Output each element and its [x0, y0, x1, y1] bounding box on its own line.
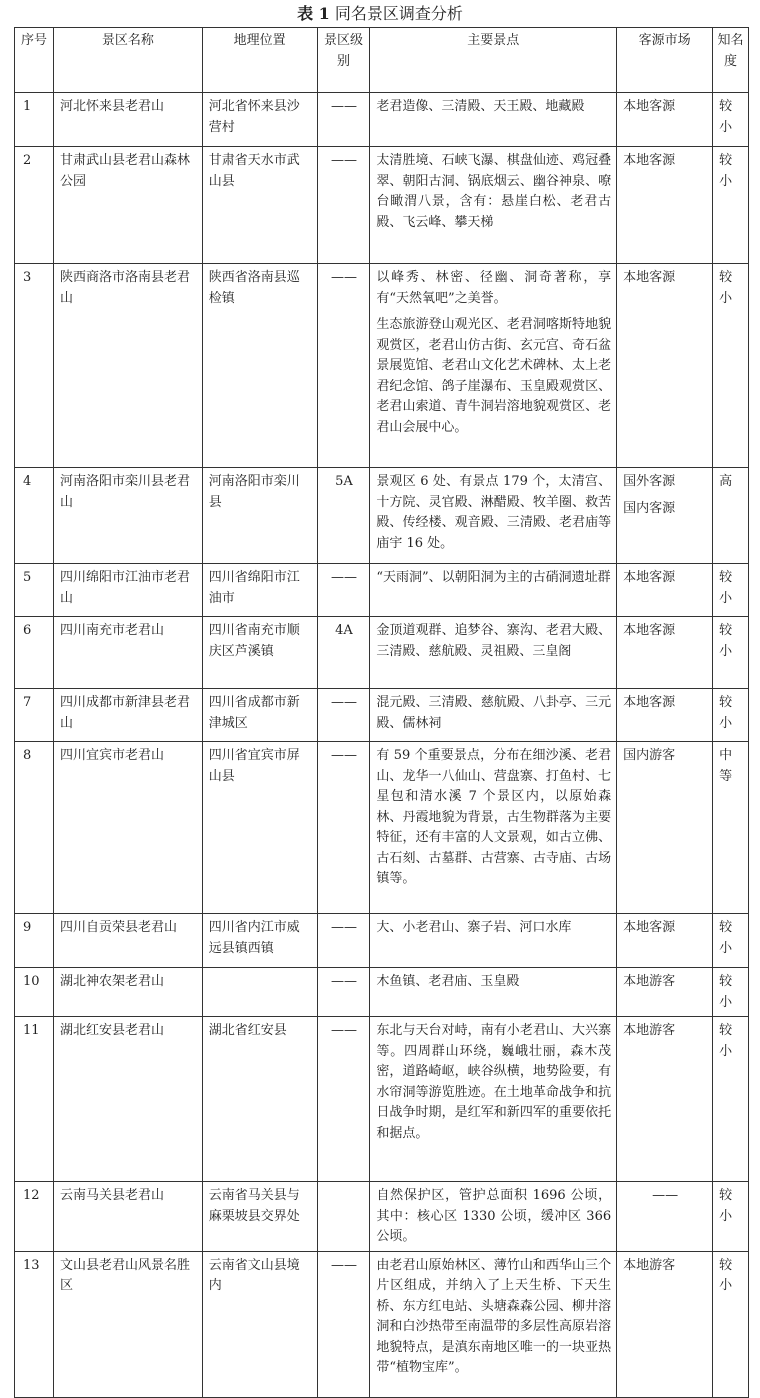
- market-entry: 本地客源: [623, 623, 676, 638]
- cell-fame: 较小: [713, 617, 749, 689]
- cell-location: 四川省成都市新津城区: [202, 689, 317, 742]
- cell-no: 2: [15, 147, 54, 264]
- table-header-row: [15, 28, 749, 93]
- cell-spots: [370, 264, 617, 468]
- market-entry: 本地客源: [623, 99, 676, 114]
- table-row: [15, 1182, 749, 1252]
- cell-location: 陕西省洛南县巡检镇: [202, 264, 317, 468]
- cell-fame: 较小: [713, 93, 749, 147]
- header-name: 景区名称: [54, 28, 203, 93]
- cell-spots: [370, 968, 617, 1017]
- cell-level: 4A: [317, 617, 370, 689]
- header-no: 序号: [15, 28, 54, 93]
- spots-paragraph: 金顶道观群、追梦谷、寨沟、老君大殿、三清殿、慈航殿、灵祖殿、三皇阁: [376, 623, 612, 659]
- cell-market: [617, 147, 713, 264]
- cell-level: ——: [317, 968, 370, 1017]
- cell-name: 四川成都市新津县老君山: [54, 689, 203, 742]
- cell-level: ——: [317, 689, 370, 742]
- cell-location: 云南省马关县与麻栗坡县交界处: [202, 1182, 317, 1252]
- cell-level: 5A: [317, 468, 370, 564]
- spots-paragraph: 木鱼镇、老君庙、玉皇殿: [376, 974, 520, 989]
- market-entry: 本地游客: [623, 1023, 676, 1038]
- scenic-area-table: [14, 27, 749, 1398]
- cell-name: 云南马关县老君山: [54, 1182, 203, 1252]
- cell-no: 11: [15, 1017, 54, 1182]
- market-entry: 本地客源: [623, 270, 676, 285]
- cell-name: 陕西商洛市洛南县老君山: [54, 264, 203, 468]
- cell-level: [317, 1182, 370, 1252]
- cell-spots: [370, 147, 617, 264]
- cell-spots: [370, 617, 617, 689]
- cell-spots: [370, 1251, 617, 1397]
- cell-level: ——: [317, 147, 370, 264]
- cell-spots: [370, 564, 617, 617]
- cell-name: 四川自贡荣县老君山: [54, 914, 203, 968]
- spots-paragraph: 老君造像、三清殿、天王殿、地藏殿: [376, 99, 585, 114]
- header-fame: 知名度: [713, 28, 749, 93]
- cell-fame: 较小: [713, 564, 749, 617]
- cell-location: 四川省内江市威远县镇西镇: [202, 914, 317, 968]
- cell-spots: [370, 1182, 617, 1252]
- cell-location: 湖北省红安县: [202, 1017, 317, 1182]
- cell-market: [617, 617, 713, 689]
- table-body: [15, 93, 749, 1398]
- market-entry: 本地客源: [623, 153, 676, 168]
- cell-fame: 较小: [713, 1182, 749, 1252]
- cell-market: [617, 914, 713, 968]
- cell-no: 4: [15, 468, 54, 564]
- cell-location: 四川省绵阳市江油市: [202, 564, 317, 617]
- spots-paragraph: “天雨洞”、以朝阳洞为主的古硝洞遗址群: [376, 570, 611, 585]
- cell-name: 河南洛阳市栾川县老君山: [54, 468, 203, 564]
- spots-paragraph: 大、小老君山、寨子岩、河口水库: [376, 920, 572, 935]
- market-entry: 本地游客: [623, 1257, 676, 1273]
- cell-market: [617, 564, 713, 617]
- cell-market: [617, 968, 713, 1017]
- cell-no: 3: [15, 264, 54, 468]
- cell-market: [617, 742, 713, 914]
- cell-no: 7: [15, 689, 54, 742]
- cell-name: 文山县老君山风景名胜区: [54, 1251, 203, 1397]
- table-caption-title: 同名景区调查分析: [334, 4, 463, 23]
- cell-fame: 较小: [713, 147, 749, 264]
- cell-location: 四川省南充市顺庆区芦溪镇: [202, 617, 317, 689]
- cell-market: [617, 1182, 713, 1252]
- cell-fame: 较小: [713, 264, 749, 468]
- cell-level: ——: [317, 742, 370, 914]
- spots-paragraph: 东北与天台对峙，南有小老君山、大兴寨等。四周群山环绕，巍峨壮丽，森木茂密，道路崎岖，峡谷纵横，地势险要，有水帘洞等游览胜迹。在土地革命战争和抗日战争时期，是红军和新四军的重要依托和据点。: [376, 1023, 612, 1141]
- table-caption-label: 表 1: [297, 4, 330, 23]
- cell-level: ——: [317, 1017, 370, 1182]
- market-entry: 本地游客: [623, 974, 676, 989]
- cell-no: 6: [15, 617, 54, 689]
- market-entry: 本地客源: [623, 570, 676, 585]
- cell-no: 13: [15, 1251, 54, 1397]
- cell-no: 8: [15, 742, 54, 914]
- cell-market: [617, 1017, 713, 1182]
- table-row: [15, 1251, 749, 1397]
- cell-fame: 较小: [713, 914, 749, 968]
- cell-location: 河南洛阳市栾川县: [202, 468, 317, 564]
- cell-name: 甘肃武山县老君山森林公园: [54, 147, 203, 264]
- cell-market: [617, 468, 713, 564]
- cell-spots: [370, 468, 617, 564]
- cell-location: 甘肃省天水市武山县: [202, 147, 317, 264]
- cell-fame: 较小: [713, 689, 749, 742]
- table-row: [15, 617, 749, 689]
- cell-name: 四川南充市老君山: [54, 617, 203, 689]
- spots-paragraph: 生态旅游登山观光区、老君洞喀斯特地貌观赏区，老君山仿古街、玄元宫、奇石盆景展览馆、老君山文化艺术碑林、太上老君纪念馆、鸽子崖瀑布、玉皇殿观赏区、老君山索道、青牛洞岩溶地貌观赏区、老君山会展中心。: [376, 317, 612, 435]
- table-row: [15, 689, 749, 742]
- spots-paragraph: 有 59 个重要景点，分布在细沙溪、老君山、龙华一八仙山、营盘寨、打鱼村、七星包和清水溪 7 个景区内，以原始森林、丹霞地貌为背景，古生物群落为主要特征，还有丰富的人文景观，如古立佛、古石刻、古墓群、古营寨、古寺庙、古场镇等。: [376, 748, 612, 886]
- cell-level: ——: [317, 564, 370, 617]
- table-row: [15, 264, 749, 468]
- cell-market: [617, 93, 713, 147]
- market-entry: 本地客源: [623, 695, 676, 710]
- cell-spots: [370, 93, 617, 147]
- cell-fame: 高: [713, 468, 749, 564]
- cell-no: 9: [15, 914, 54, 968]
- cell-name: 湖北神农架老君山: [54, 968, 203, 1017]
- cell-no: 12: [15, 1182, 54, 1252]
- market-entry: 国外客源: [623, 474, 676, 489]
- spots-paragraph: 景观区 6 处、有景点 179 个，太清宫、十方院、灵官殿、淋醋殿、牧羊圈、救苦殿、传经楼、观音殿、三清殿、老君庙等庙宇 16 处。: [376, 474, 612, 551]
- cell-no: 10: [15, 968, 54, 1017]
- table-row: [15, 93, 749, 147]
- cell-name: 河北怀来县老君山: [54, 93, 203, 147]
- cell-location: 河北省怀来县沙营村: [202, 93, 317, 147]
- cell-name: 四川绵阳市江油市老君山: [54, 564, 203, 617]
- table-row: [15, 1017, 749, 1182]
- header-spots: 主要景点: [370, 28, 617, 93]
- market-entry: 国内游客: [623, 748, 676, 763]
- table-row: [15, 147, 749, 264]
- cell-level: ——: [317, 1251, 370, 1397]
- cell-market: [617, 689, 713, 742]
- cell-spots: [370, 742, 617, 914]
- cell-location: [202, 968, 317, 1017]
- cell-spots: [370, 914, 617, 968]
- cell-level: ——: [317, 264, 370, 468]
- cell-location: 四川省宜宾市屏山县: [202, 742, 317, 914]
- table-row: [15, 914, 749, 968]
- table-caption: [0, 2, 760, 26]
- cell-no: 1: [15, 93, 54, 147]
- cell-level: ——: [317, 93, 370, 147]
- header-level: 景区级别: [317, 28, 370, 93]
- cell-market: [617, 1251, 713, 1397]
- spots-paragraph: 自然保护区，管护总面积 1696 公顷，其中：核心区 1330 公顷，缓冲区 366 公顷。: [376, 1188, 612, 1244]
- market-entry: 本地客源: [623, 920, 676, 935]
- cell-spots: [370, 1017, 617, 1182]
- cell-location: 云南省文山县境内: [202, 1251, 317, 1397]
- cell-name: 湖北红安县老君山: [54, 1017, 203, 1182]
- cell-market: [617, 264, 713, 468]
- cell-name: 四川宜宾市老君山: [54, 742, 203, 914]
- cell-no: 5: [15, 564, 54, 617]
- spots-paragraph: 由老君山原始林区、薄竹山和西华山三个片区组成，并纳入了上天生桥、下天生桥、东方红电站、头塘森森公园、柳井溶洞和白沙热带至南温带的多层性高原岩溶地貌特点，是滇东南地区唯一的一块亚热带“植物宝库”。: [376, 1257, 612, 1375]
- spots-paragraph: 混元殿、三清殿、慈航殿、八卦亭、三元殿、儒林祠: [376, 695, 612, 731]
- table-row: [15, 468, 749, 564]
- market-entry: ——: [652, 1188, 679, 1203]
- cell-level: ——: [317, 914, 370, 968]
- cell-fame: 较小: [713, 968, 749, 1017]
- table-row: [15, 564, 749, 617]
- cell-fame: 中等: [713, 742, 749, 914]
- cell-spots: [370, 689, 617, 742]
- header-location: 地理位置: [202, 28, 317, 93]
- table-row: [15, 968, 749, 1017]
- cell-fame: 较小: [713, 1017, 749, 1182]
- table-row: [15, 742, 749, 914]
- spots-paragraph: 以峰秀、林密、径幽、洞奇著称，享有“天然氧吧”之美誉。: [376, 270, 612, 306]
- market-entry: 国内客源: [623, 500, 676, 516]
- spots-paragraph: 太清胜境、石峡飞瀑、棋盘仙迹、鸡冠叠翠、朝阳古洞、锅底烟云、幽谷神泉、嘹台瞰渭八景，含有：悬崖白松、老君古殿、飞云峰、攀天梯: [376, 153, 612, 230]
- header-market: 客源市场: [617, 28, 713, 93]
- cell-fame: 较小: [713, 1251, 749, 1397]
